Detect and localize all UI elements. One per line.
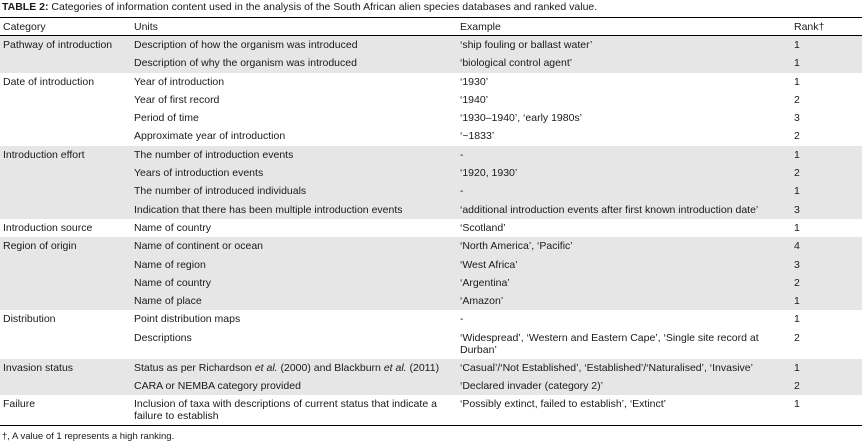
units-cell: Point distribution maps [134, 313, 241, 326]
rank-cell: 1 [794, 39, 800, 51]
data-table [0, 17, 862, 426]
units-cell: Descriptions [134, 331, 192, 344]
units-cell: Year of introduction [134, 75, 225, 88]
rank-cell: 2 [794, 380, 800, 393]
units-cell: Years of introduction events [134, 167, 264, 180]
category-cell [3, 256, 128, 259]
category-cell: Introduction effort [3, 148, 85, 161]
rank-cell: 1 [794, 398, 800, 411]
rank-cell: 1 [794, 75, 800, 88]
units-cell: Description of how the organism was introduced [134, 39, 358, 51]
rank-cell: 3 [794, 258, 800, 271]
units-cell: Approximate year of introduction [134, 130, 286, 143]
table-row [0, 91, 862, 109]
header-example: Example [460, 21, 501, 33]
example-cell: - [460, 148, 464, 161]
units-cell: Description of why the organism was introduced [134, 57, 357, 70]
category-group [0, 395, 862, 425]
units-cell: Name of place [134, 295, 202, 308]
example-cell: ‘1920, 1930’ [460, 167, 518, 180]
example-cell: ‘1940’ [460, 93, 489, 106]
header-units: Units [134, 21, 158, 33]
rank-cell: 1 [794, 57, 800, 70]
caption-label: TABLE 2: [2, 1, 49, 13]
category-cell: Introduction source [3, 221, 93, 234]
category-cell [3, 201, 128, 204]
example-cell: ‘Casual’/‘Not Established’, ‘Established’/‘Naturalised’, ‘Invasive’ [460, 361, 753, 374]
units-cell: Indication that there has been multiple introduction events [134, 203, 403, 216]
units-cell: Inclusion of taxa with descriptions of current status that indicate a failure to establish [134, 398, 437, 423]
header-category: Category [3, 21, 46, 33]
example-cell: ‘Argentina’ [460, 276, 510, 289]
category-cell [3, 54, 128, 57]
example-cell: ‘ship fouling or ballast water’ [460, 39, 593, 51]
units-cell: The number of introduction events [134, 148, 294, 161]
example-cell: ‘Widespread’, ‘Western and Eastern Cape’, ‘Single site record at Durban’ [460, 331, 759, 356]
table-row [0, 109, 862, 127]
table-row [0, 73, 862, 91]
table-row [0, 359, 862, 377]
category-group [0, 310, 862, 358]
category-cell [3, 329, 128, 332]
table-row [0, 182, 862, 200]
category-cell [3, 164, 128, 167]
rank-cell: 4 [794, 240, 800, 253]
table-footnote: †, A value of 1 represents a high ranking. [2, 431, 175, 442]
rank-cell: 2 [794, 276, 800, 289]
table-row [0, 329, 862, 359]
table-row [0, 36, 862, 54]
category-cell [3, 182, 128, 185]
rank-cell: 2 [794, 93, 800, 106]
example-cell: ‘Declared invader (category 2)’ [460, 380, 603, 393]
table-row [0, 127, 862, 145]
example-cell: ‘1930–1940’, ‘early 1980s’ [460, 112, 583, 125]
example-cell: ‘West Africa’ [460, 258, 518, 271]
example-cell: ‘Amazon’ [460, 295, 504, 308]
header-rank: Rank† [794, 21, 825, 33]
table-row [0, 201, 862, 219]
units-cell: Year of first record [134, 93, 220, 106]
table-header [0, 18, 862, 36]
units-cell: Name of country [134, 221, 212, 234]
units-cell: Period of time [134, 112, 199, 125]
example-cell: ‘North America’, ‘Pacific’ [460, 240, 573, 253]
table-row [0, 54, 862, 72]
example-cell: ‘biological control agent’ [460, 57, 573, 70]
caption-text: Categories of information content used in the analysis of the South African alien species databases and ranked value. [48, 1, 598, 13]
units-cell: CARA or NEMBA category provided [134, 380, 301, 393]
category-cell: Distribution [3, 313, 56, 326]
units-cell: Name of region [134, 258, 206, 271]
table-row [0, 310, 862, 328]
example-cell: - [460, 185, 464, 198]
units-cell [134, 359, 456, 374]
category-group [0, 219, 862, 237]
units-text-part: (2011) [406, 361, 440, 374]
example-cell: ‘Possibly extinct, failed to establish’, ‘Extinct’ [460, 398, 667, 411]
units-text-part: Status as per Richardson [134, 361, 255, 374]
category-cell [3, 127, 128, 130]
rank-cell: 1 [794, 148, 800, 161]
units-cell: Name of country [134, 276, 212, 289]
units-cell: Name of continent or ocean [134, 240, 263, 253]
example-cell: ‘~1833’ [460, 130, 495, 143]
units-text-part: et al. [383, 361, 407, 374]
example-cell: ‘Scotland’ [460, 221, 506, 234]
units-text-part: et al. [254, 361, 278, 374]
example-cell: ‘1930’ [460, 75, 489, 88]
rank-cell: 2 [794, 130, 800, 143]
category-cell [3, 91, 128, 94]
table-row [0, 219, 862, 237]
rank-cell: 1 [794, 361, 800, 374]
table-row [0, 237, 862, 255]
category-group [0, 146, 862, 219]
units-text-part: (2000) and Blackburn [277, 361, 384, 374]
category-cell [3, 292, 128, 295]
category-cell: Pathway of introduction [3, 39, 113, 51]
rank-cell: 3 [794, 112, 800, 125]
table-caption [2, 0, 861, 15]
rank-cell: 1 [794, 221, 800, 234]
rank-cell: 2 [794, 167, 800, 180]
category-group [0, 237, 862, 310]
example-cell: ‘additional introduction events after first known introduction date’ [460, 203, 759, 216]
category-group [0, 73, 862, 146]
table-row [0, 146, 862, 164]
rank-cell: 1 [794, 313, 800, 326]
rank-cell: 1 [794, 295, 800, 308]
table-row [0, 395, 862, 425]
rank-cell: 2 [794, 331, 800, 344]
category-group [0, 359, 862, 396]
category-cell [3, 109, 128, 112]
category-cell: Invasion status [3, 361, 74, 374]
table-row [0, 256, 862, 274]
table-row [0, 164, 862, 182]
table-row [0, 274, 862, 292]
category-cell: Date of introduction [3, 75, 95, 88]
category-cell [3, 377, 128, 380]
table-body [0, 36, 862, 425]
category-cell [3, 274, 128, 277]
table-row [0, 377, 862, 395]
category-group [0, 36, 862, 73]
category-cell: Failure [3, 398, 36, 411]
category-cell: Region of origin [3, 240, 77, 253]
units-cell: The number of introduced individuals [134, 185, 307, 198]
table-row [0, 292, 862, 310]
example-cell: - [460, 313, 464, 326]
rank-cell: 3 [794, 203, 800, 216]
rank-cell: 1 [794, 185, 800, 198]
